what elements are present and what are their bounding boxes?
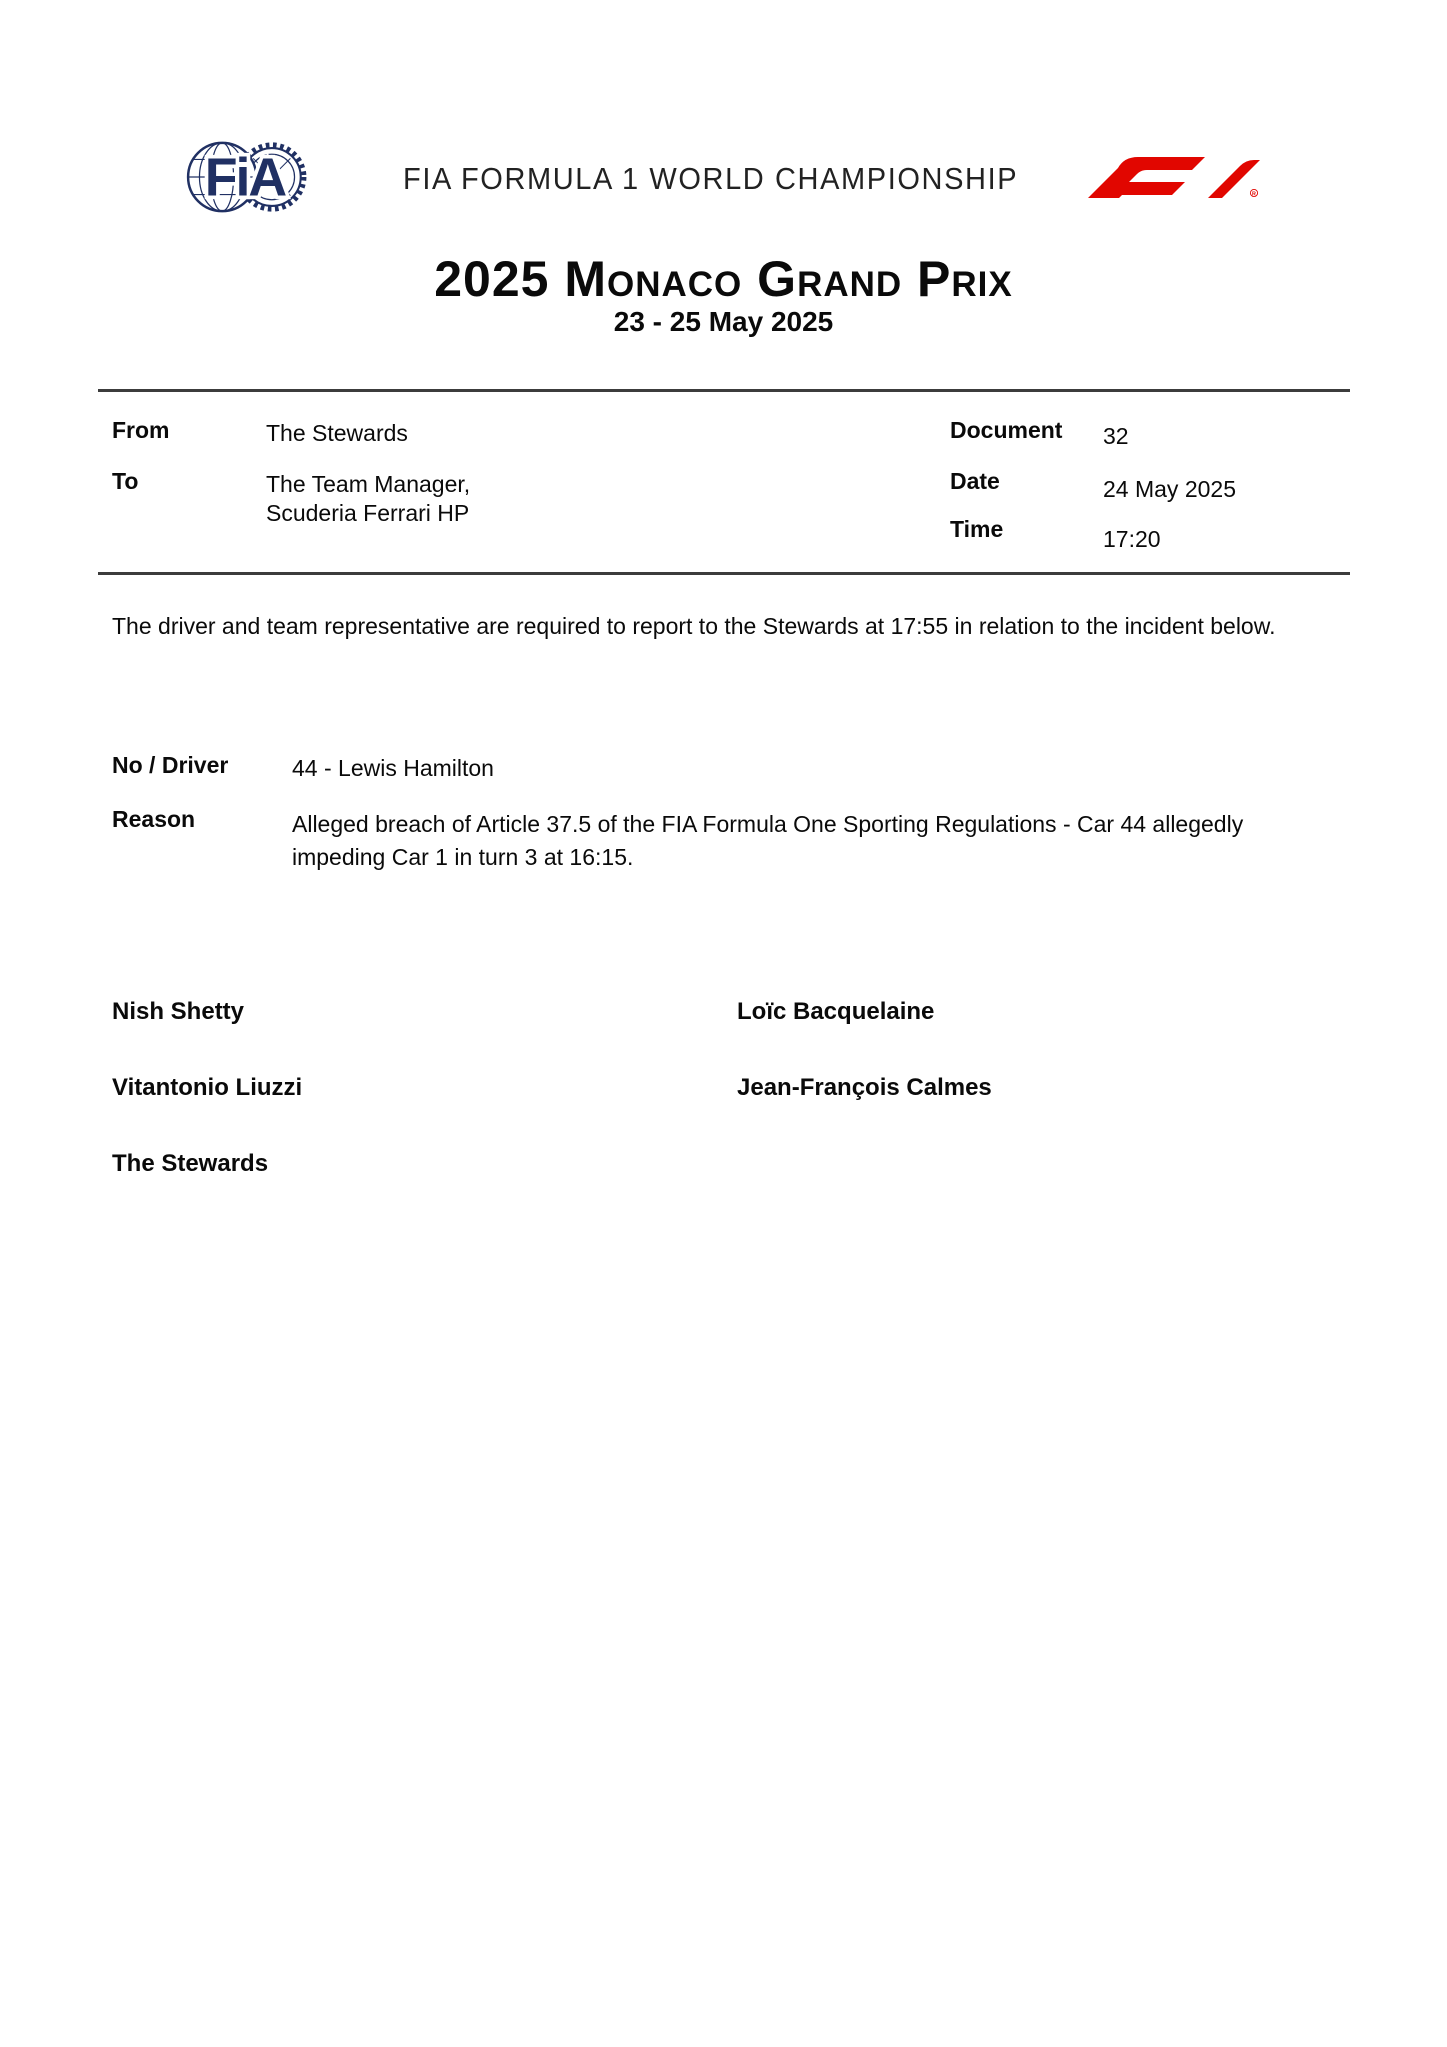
signature-steward-4: Jean-François Calmes — [737, 1074, 992, 1101]
f1-logo — [1088, 150, 1262, 198]
driver-label: No / Driver — [112, 752, 229, 778]
signature-steward-1: Nish Shetty — [112, 998, 245, 1025]
driver-value: 44 - Lewis Hamilton — [292, 755, 494, 781]
event-dates: 23 - 25 May 2025 — [613, 306, 834, 337]
from-value: The Stewards — [266, 420, 408, 446]
meta-divider-top — [98, 389, 1350, 392]
signature-steward-2: Loïc Bacquelaine — [737, 998, 935, 1025]
time-label: Time — [950, 516, 1004, 542]
document-label: Document — [950, 417, 1063, 443]
fia-logo-text: FiA — [204, 147, 286, 208]
fia-logo — [185, 134, 309, 220]
stewards-footer: The Stewards — [112, 1150, 269, 1177]
to-value-line1: The Team Manager, — [266, 471, 471, 497]
meta-divider-bottom — [98, 572, 1350, 575]
f1-logo-f-shape — [1088, 157, 1205, 198]
date-label: Date — [950, 468, 1000, 494]
to-value — [266, 470, 470, 528]
signature-steward-3: Vitantonio Liuzzi — [112, 1074, 303, 1101]
reason-label: Reason — [112, 806, 196, 832]
reason-value: Alleged breach of Article 37.5 of the FIA Formula One Sporting Regulations - Car 44 allegedly impeding Car 1 in turn 3 at 16:15. — [292, 811, 1244, 870]
document-value: 32 — [1103, 423, 1129, 449]
time-value: 17:20 — [1103, 526, 1161, 552]
from-label: From — [112, 417, 170, 443]
fia-logo-shapes — [188, 143, 304, 211]
f1-registered-mark: R — [1252, 191, 1256, 198]
event-title: 2025 Monaco Grand Prix — [434, 251, 1013, 307]
to-label: To — [112, 468, 139, 494]
championship-header: FIA FORMULA 1 WORLD CHAMPIONSHIP — [403, 163, 1019, 197]
date-value: 24 May 2025 — [1103, 476, 1236, 502]
summons-paragraph: The driver and team representative are required to report to the Stewards at 17:55 in relation to the incident below. — [112, 613, 1276, 639]
to-value-line2: Scuderia Ferrari HP — [266, 500, 470, 526]
f1-logo-shapes — [1088, 157, 1260, 198]
